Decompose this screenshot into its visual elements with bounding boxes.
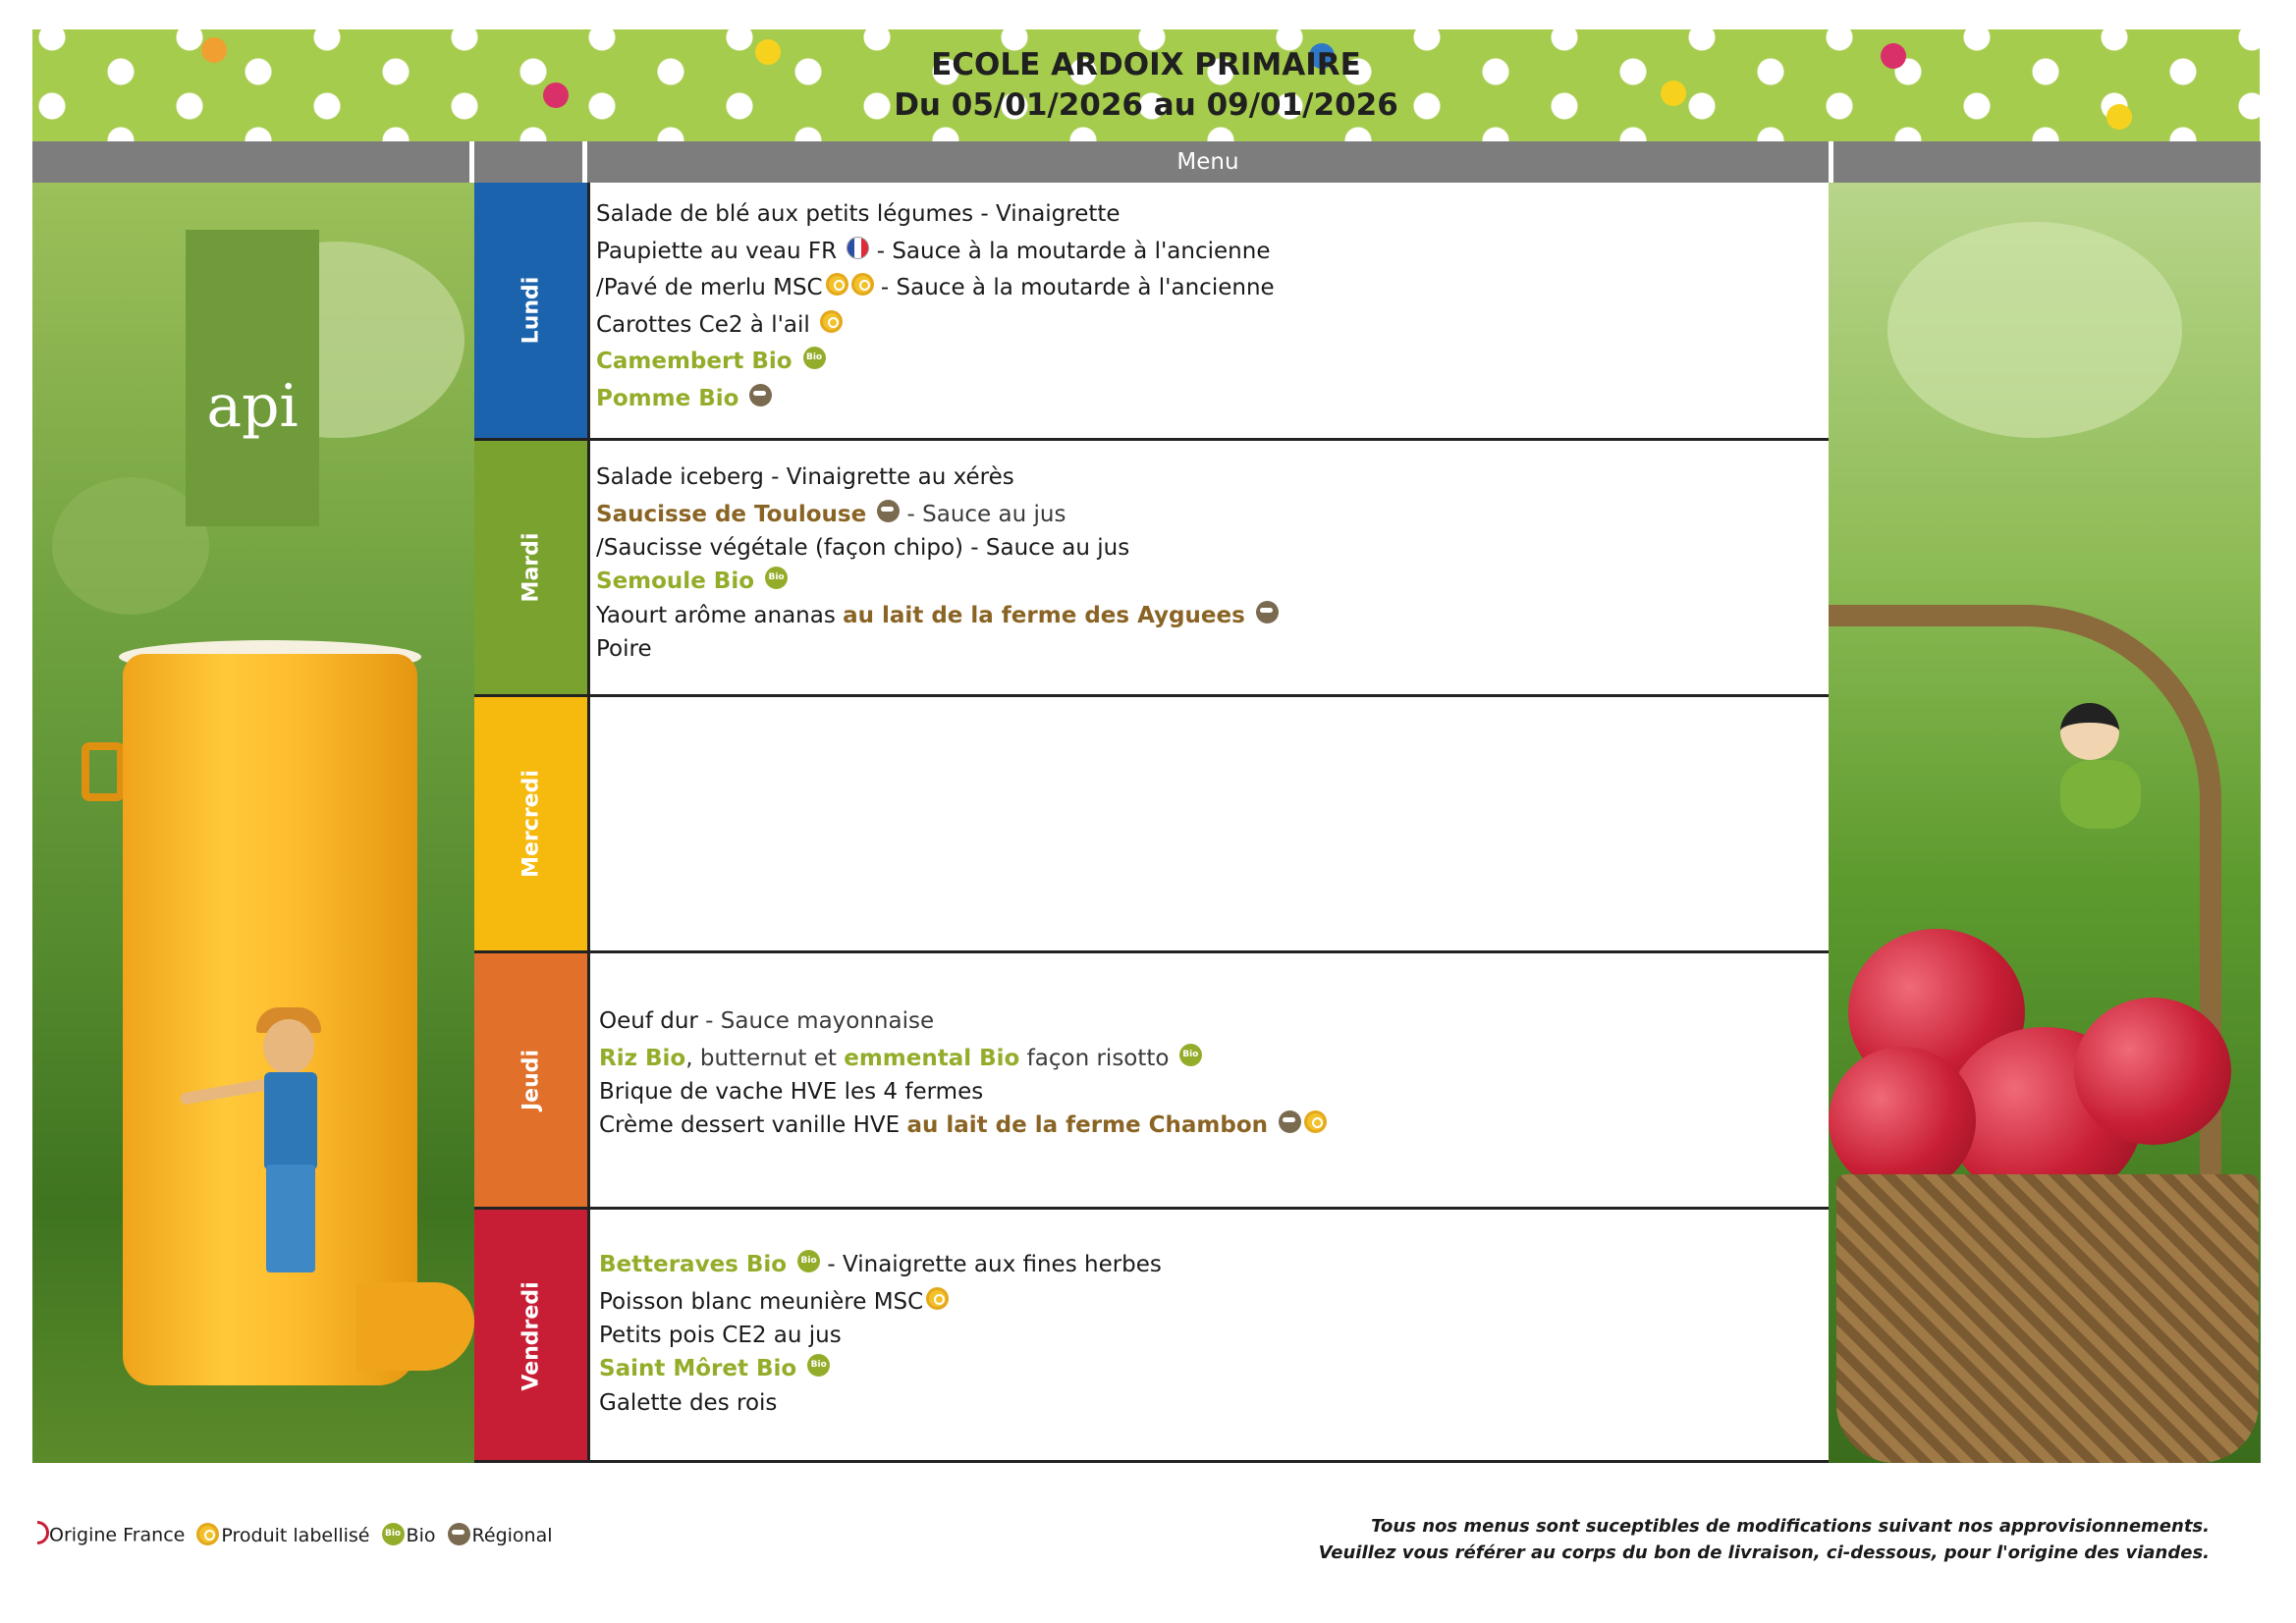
kid-head <box>263 1019 314 1074</box>
row-divider <box>474 438 1829 441</box>
bio-icon: Bio <box>765 567 788 589</box>
bio-icon: Bio <box>382 1523 405 1545</box>
disclaimer <box>1178 1513 2210 1566</box>
kid-overalls <box>264 1072 317 1170</box>
legend-label: Produit labellisé <box>221 1524 370 1546</box>
menu-item-text: Crème dessert vanille HVE <box>599 1112 907 1138</box>
regional-icon <box>877 500 900 522</box>
regional-icon <box>1279 1110 1301 1133</box>
legend-label: Régional <box>471 1524 553 1546</box>
menu-item-text: emmental Bio <box>844 1045 1020 1071</box>
menu-item <box>596 196 1814 234</box>
menu-item-text: Semoule Bio <box>596 568 763 594</box>
menu-item <box>599 1003 1817 1041</box>
menu-item <box>596 344 1814 381</box>
row-divider <box>474 1207 1829 1210</box>
legend-france <box>37 1524 185 1547</box>
day-label: Jeudi <box>519 1049 543 1111</box>
menu-item <box>596 564 1814 601</box>
menu-item <box>596 381 1814 418</box>
menu-item-text: - Sauce à la moutarde à l'ancienne <box>869 238 1271 264</box>
day-cell-jeudi <box>474 953 587 1207</box>
menu-item-text: Galette des rois <box>599 1389 778 1416</box>
france-flag-icon <box>37 1521 49 1544</box>
climbing-kid-body <box>2060 760 2141 829</box>
menu-item-text: Poire <box>596 635 652 662</box>
menu-period: Du 05/01/2026 au 09/01/2026 <box>894 87 1398 123</box>
menu-item-text: Saint Môret Bio <box>599 1356 805 1381</box>
label-icon <box>926 1287 949 1310</box>
menu-item <box>596 497 1814 534</box>
legend-label: Bio <box>406 1524 436 1546</box>
row-divider <box>474 694 1829 697</box>
label-icon <box>826 273 848 296</box>
menu-column-header: Menu <box>1176 149 1239 175</box>
disclaimer-line: Tous nos menus sont suceptibles de modifications suivant nos approvisionnements. <box>1371 1516 2210 1537</box>
menu-item-text: - Sauce à la moutarde à l'ancienne <box>873 275 1275 300</box>
menu-item <box>599 1108 1817 1145</box>
day-cell-mercredi <box>474 697 587 950</box>
apple <box>2074 998 2231 1145</box>
menu-item <box>596 234 1814 271</box>
menu-item-text: Brique de vache HVE les 4 fermes <box>599 1079 984 1105</box>
menu-item-text: Petits pois CE2 au jus <box>599 1323 842 1348</box>
regional-icon <box>1256 601 1279 623</box>
legend-regional <box>448 1525 553 1547</box>
apple <box>1829 1047 1976 1194</box>
menu-item-text: Salade de blé aux petits légumes - Vinaigrette <box>596 201 1121 227</box>
day-cell-mardi <box>474 441 587 694</box>
menu-cell-lundi <box>596 196 1814 417</box>
menu-item-text: Paupiette au veau FR <box>596 238 845 264</box>
disclaimer-line: Veuillez vous référer au corps du bon de livraison, ci-dessous, pour l'origine des viandes. <box>1318 1542 2210 1563</box>
boots-photo <box>32 183 474 1463</box>
menu-item-text: Betteraves Bio <box>599 1252 795 1277</box>
legend-bio <box>382 1525 436 1547</box>
menu-item-text: au lait de la ferme Chambon <box>906 1112 1277 1138</box>
menu-item <box>596 307 1814 345</box>
legend <box>37 1524 559 1547</box>
menu-cell-jeudi <box>599 1003 1817 1145</box>
menu-item-text: - Sauce au jus <box>900 501 1066 527</box>
menu-item-text: , butternut et <box>685 1045 845 1071</box>
school-name: ECOLE ARDOIX PRIMAIRE <box>931 47 1361 82</box>
wicker-basket <box>1836 1174 2259 1463</box>
menu-item-text: au lait de la ferme des Ayguees <box>843 602 1253 628</box>
boot-heel <box>356 1282 474 1371</box>
menu-item-text: - Vinaigrette aux fines herbes <box>820 1252 1162 1277</box>
menu-item-text: Oeuf dur <box>599 1008 698 1034</box>
bio-icon: Bio <box>797 1250 820 1272</box>
menu-item-text: Carottes Ce2 à l'ail <box>596 311 818 338</box>
menu-item <box>599 1321 1817 1351</box>
menu-item <box>599 1041 1817 1078</box>
menu-item-text: - Sauce mayonnaise <box>697 1008 935 1034</box>
regional-icon <box>749 384 772 406</box>
day-cell-lundi <box>474 183 587 438</box>
header-bar-day <box>474 141 582 183</box>
row-divider <box>474 950 1829 953</box>
menu-item <box>596 533 1814 564</box>
france-flag-icon <box>847 237 869 259</box>
page-title <box>32 45 2260 126</box>
menu-cell-mardi <box>596 460 1814 668</box>
label-icon <box>196 1523 219 1545</box>
row-divider <box>474 1460 1829 1463</box>
menu-item <box>596 601 1814 631</box>
menu-item-text: façon risotto <box>1019 1045 1176 1071</box>
day-label: Lundi <box>519 276 543 345</box>
menu-item-text: /Pavé de merlu MSC <box>596 275 823 300</box>
logo-text: api <box>206 372 299 441</box>
column-divider <box>587 183 590 1463</box>
menu-item <box>599 1351 1817 1388</box>
day-label: Mardi <box>519 532 543 603</box>
menu-item-text: Riz Bio <box>599 1045 686 1071</box>
header-banner <box>32 29 2260 141</box>
label-icon <box>1304 1110 1327 1133</box>
kid-legs <box>266 1164 315 1272</box>
apple-basket-photo <box>1829 183 2261 1463</box>
menu-item <box>596 270 1814 307</box>
day-label: Mercredi <box>519 770 543 878</box>
menu-item-text: Pomme Bio <box>596 385 747 411</box>
menu-item-text: Poisson blanc meunière MSC <box>599 1288 924 1315</box>
menu-cell-vendredi <box>599 1247 1817 1419</box>
legend-label-item <box>196 1525 369 1547</box>
api-logo <box>186 230 319 526</box>
menu-item <box>596 631 1814 669</box>
label-icon <box>820 310 843 333</box>
menu-item <box>599 1247 1817 1284</box>
header-bar-right <box>1833 141 2261 183</box>
bio-icon: Bio <box>803 347 826 369</box>
bio-icon: Bio <box>807 1354 830 1377</box>
menu-item <box>599 1077 1817 1108</box>
climbing-kid-head <box>2060 703 2119 760</box>
day-label: Vendredi <box>519 1281 543 1391</box>
bokeh <box>1887 222 2182 438</box>
menu-item <box>596 460 1814 497</box>
menu-table <box>474 183 1829 1463</box>
menu-item <box>599 1388 1817 1419</box>
menu-item-text: /Saucisse végétale (façon chipo) - Sauce au jus <box>596 535 1130 561</box>
menu-item <box>599 1284 1817 1322</box>
boot-loop <box>82 742 125 801</box>
menu-item-text: Saucisse de Toulouse <box>596 501 875 527</box>
menu-item-text: Camembert Bio <box>596 349 800 374</box>
day-cell-vendredi <box>474 1210 587 1463</box>
menu-item-text: Salade iceberg - Vinaigrette au xérès <box>596 464 1014 490</box>
header-bar-left <box>32 141 469 183</box>
label-icon <box>851 273 874 296</box>
bio-icon: Bio <box>1179 1044 1202 1066</box>
menu-item-text: Yaourt arôme ananas <box>596 602 844 628</box>
legend-label: Origine France <box>49 1524 186 1546</box>
regional-icon <box>448 1523 470 1545</box>
